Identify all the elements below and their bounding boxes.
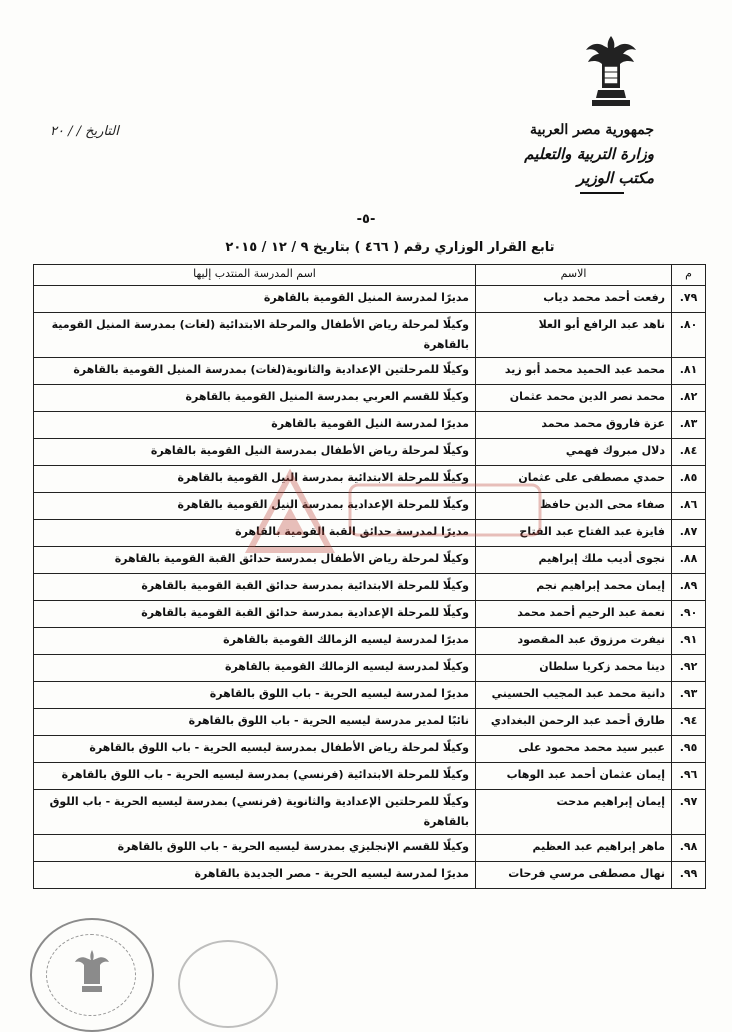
person-name: ناهد عبد الرافع أبو العلا: [476, 313, 672, 358]
person-name: محمد نصر الدين محمد عثمان: [476, 385, 672, 412]
table-row: [34, 520, 706, 547]
person-name: نهال مصطفى مرسي فرحات: [476, 862, 672, 889]
school-assignment: مديرًا لمدرسة ليسيه الحرية - مصر الجديدة بالقاهرة: [34, 862, 476, 889]
office-name: مكتب الوزير: [577, 169, 654, 187]
person-name: نجوى أديب ملك إبراهيم: [476, 547, 672, 574]
school-assignment: وكيلًا للقسم العربي بمدرسة المنيل القومية بالقاهرة: [34, 385, 476, 412]
person-name: فايزة عبد الفتاح عبد الفتاح: [476, 520, 672, 547]
table-row: [34, 790, 706, 835]
official-seal-stamp: [30, 918, 154, 1032]
person-name: حمدي مصطفى على عثمان: [476, 466, 672, 493]
school-assignment: وكيلًا للمرحلة الإعدادية بمدرسة النيل القومية بالقاهرة: [34, 493, 476, 520]
person-name: صفاء محى الدين حافظ: [476, 493, 672, 520]
table-row: [34, 835, 706, 862]
school-assignment: مديرًا لمدرسة المنيل القومية بالقاهرة: [34, 286, 476, 313]
seal-eagle-icon: [74, 948, 110, 996]
table-row: [34, 439, 706, 466]
row-number: ٩٦.: [672, 763, 706, 790]
school-assignment: وكيلًا للمرحلة الابتدائية (فرنسي) بمدرسة ليسيه الحرية - باب اللوق بالقاهرة: [34, 763, 476, 790]
person-name: دانية محمد عبد المجيب الحسيني: [476, 682, 672, 709]
republic-name: جمهورية مصر العربية: [530, 122, 654, 138]
row-number: ٩٧.: [672, 790, 706, 835]
school-assignment: وكيلًا للمرحلة الابتدائية بمدرسة حدائق القبة القومية بالقاهرة: [34, 574, 476, 601]
person-name: دلال مبروك فهمي: [476, 439, 672, 466]
organization-header: [524, 118, 654, 194]
row-number: ٨٣.: [672, 412, 706, 439]
table-row: [34, 286, 706, 313]
school-assignment: وكيلًا لمرحلة رياض الأطفال والمرحلة الابتدائية (لغات) بمدرسة المنيل القومية بالقاهرة: [34, 313, 476, 358]
row-number: ٧٩.: [672, 286, 706, 313]
table-row: [34, 412, 706, 439]
person-name: نعمة عبد الرحيم أحمد محمد: [476, 601, 672, 628]
row-number: ٩٤.: [672, 709, 706, 736]
row-number: ٨٥.: [672, 466, 706, 493]
table-row: [34, 862, 706, 889]
school-assignment: وكيلًا لمرحلة رياض الأطفال بمدرسة ليسيه الحرية - باب اللوق بالقاهرة: [34, 736, 476, 763]
eagle-emblem-icon: [584, 32, 638, 112]
row-number: ٨١.: [672, 358, 706, 385]
table-row: [34, 313, 706, 358]
row-number: ٩٥.: [672, 736, 706, 763]
school-assignment: وكيلًا للمرحلتين الإعدادية والثانوية (فرنسي) بمدرسة ليسيه الحرية - باب اللوق بالقاهرة: [34, 790, 476, 835]
page-number: -٥-: [356, 212, 376, 227]
row-number: ٨٢.: [672, 385, 706, 412]
row-number: ٩٢.: [672, 655, 706, 682]
table-row: [34, 763, 706, 790]
table-row: [34, 601, 706, 628]
table-row: [34, 358, 706, 385]
table-row: [34, 547, 706, 574]
school-assignment: وكيلًا لمرحلة رياض الأطفال بمدرسة حدائق القبة القومية بالقاهرة: [34, 547, 476, 574]
school-assignment: وكيلًا للقسم الإنجليزي بمدرسة ليسيه الحرية - باب اللوق بالقاهرة: [34, 835, 476, 862]
person-name: دينا محمد زكريا سلطان: [476, 655, 672, 682]
row-number: ٩١.: [672, 628, 706, 655]
table-row: [34, 709, 706, 736]
ministry-name: وزارة التربية والتعليم: [524, 145, 654, 163]
decree-heading: تابع القرار الوزاري رقم ( ٤٦٦ ) بتاريخ ٩ / ١٢ / ٢٠١٥: [225, 240, 555, 255]
table-header-row: [34, 265, 706, 286]
person-name: رفعت أحمد محمد دياب: [476, 286, 672, 313]
person-name: إيمان محمد إبراهيم نجم: [476, 574, 672, 601]
school-assignment: مديرًا لمدرسة ليسيه الحرية - باب اللوق بالقاهرة: [34, 682, 476, 709]
table-row: [34, 385, 706, 412]
person-name: نيفرت مرزوق عبد المقصود: [476, 628, 672, 655]
table-row: [34, 682, 706, 709]
table-row: [34, 466, 706, 493]
school-assignment: وكيلًا للمرحلة الإعدادية بمدرسة حدائق القبة القومية بالقاهرة: [34, 601, 476, 628]
column-header-name: الاسم: [476, 265, 672, 286]
row-number: ٩٠.: [672, 601, 706, 628]
row-number: ٨٧.: [672, 520, 706, 547]
person-name: إيمان عثمان أحمد عبد الوهاب: [476, 763, 672, 790]
school-assignment: مديرًا لمدرسة حدائق القبة القومية بالقاهرة: [34, 520, 476, 547]
table-row: [34, 628, 706, 655]
table-row: [34, 655, 706, 682]
row-number: ٩٣.: [672, 682, 706, 709]
row-number: ٨٦.: [672, 493, 706, 520]
person-name: عزة فاروق محمد محمد: [476, 412, 672, 439]
row-number: ٨٨.: [672, 547, 706, 574]
row-number: ٨٩.: [672, 574, 706, 601]
table-row: [34, 493, 706, 520]
row-number: ٩٩.: [672, 862, 706, 889]
school-assignment: وكيلًا للمرحلة الابتدائية بمدرسة النيل القومية بالقاهرة: [34, 466, 476, 493]
row-number: ٩٨.: [672, 835, 706, 862]
table-row: [34, 574, 706, 601]
school-assignment: مديرًا لمدرسة النيل القومية بالقاهرة: [34, 412, 476, 439]
column-header-number: م: [672, 265, 706, 286]
person-name: طارق أحمد عبد الرحمن البغدادي: [476, 709, 672, 736]
school-assignment: وكيلًا لمرحلة رياض الأطفال بمدرسة النيل القومية بالقاهرة: [34, 439, 476, 466]
person-name: إيمان إبراهيم مدحت: [476, 790, 672, 835]
school-assignment: وكيلًا لمدرسة ليسيه الزمالك القومية بالقاهرة: [34, 655, 476, 682]
row-number: ٨٠.: [672, 313, 706, 358]
person-name: عبير سيد محمد محمود على: [476, 736, 672, 763]
header-underline: [580, 192, 624, 194]
person-name: ماهر إبراهيم عبد العظيم: [476, 835, 672, 862]
row-number: ٨٤.: [672, 439, 706, 466]
school-assignment: وكيلًا للمرحلتين الإعدادية والثانوية(لغات) بمدرسة المنيل القومية بالقاهرة: [34, 358, 476, 385]
column-header-school: اسم المدرسة المنتدب إليها: [34, 265, 476, 286]
assignments-table: [33, 264, 706, 889]
table-row: [34, 736, 706, 763]
school-assignment: مديرًا لمدرسة ليسيه الزمالك القومية بالقاهرة: [34, 628, 476, 655]
secondary-stamp: [178, 940, 278, 1028]
date-line: التاريخ / / ٢٠: [50, 124, 119, 139]
person-name: محمد عبد الحميد محمد أبو زيد: [476, 358, 672, 385]
school-assignment: نائبًا لمدير مدرسة ليسيه الحرية - باب اللوق بالقاهرة: [34, 709, 476, 736]
